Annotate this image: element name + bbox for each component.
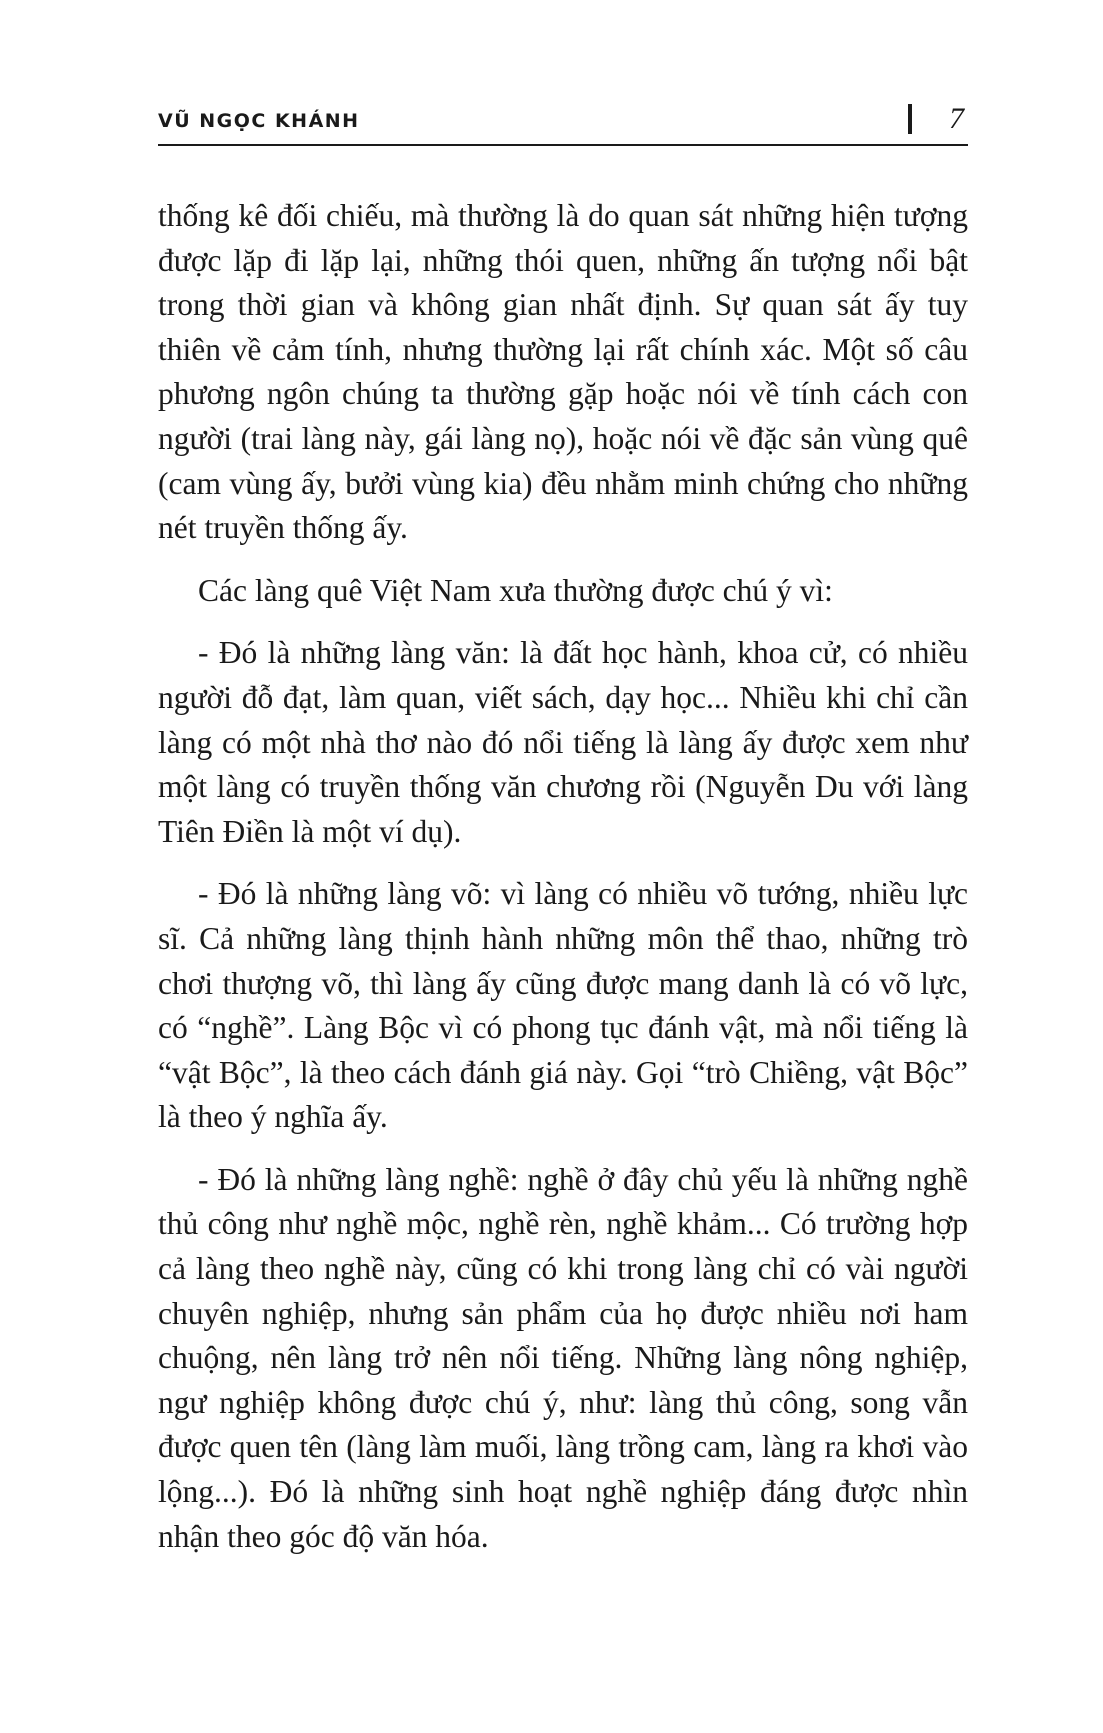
header-divider-bar xyxy=(908,104,912,134)
paragraph-craft-villages: - Đó là những làng nghề: nghề ở đây chủ yếu là những nghề thủ công như nghề mộc, nghề rèn, nghề khảm... Có trường hợp cả làng theo nghề này, cũng có khi trong làng chỉ có vài người chuyên nghiệp, nhưng sản phẩm của họ được nhiều nơi ham chuộng, nên làng trở nên nổi tiếng. Những làng nông nghiệp, ngư nghiệp không được chú ý, như: làng thủ công, song vẫn được quen tên (làng làm muối, làng trồng cam, làng ra khơi vào lộng...). Đó là những sinh hoạt nghề nghiệp đáng được nhìn nhận theo góc độ văn hóa. xyxy=(158,1161,968,1554)
paragraph-intro: Các làng quê Việt Nam xưa thường được chú ý vì: xyxy=(198,572,833,608)
paragraph-literary-villages: - Đó là những làng văn: là đất học hành, khoa cử, có nhiều người đỗ đạt, làm quan, viết sách, dạy học... Nhiều khi chỉ cần làng có một nhà thơ nào đó nổi tiếng là làng ấy được xem như một làng có truyền thống văn chương rồi (Nguyễn Du với làng Tiên Điền là một ví dụ). xyxy=(158,635,968,849)
body-text xyxy=(158,194,968,1577)
running-header xyxy=(158,100,968,146)
paragraph-continued: thống kê đối chiếu, mà thường là do quan sát những hiện tượng được lặp đi lặp lại, những thói quen, những ấn tượng nổi bật trong thời gian và không gian nhất định. Sự quan sát ấy tuy thiên về cảm tính, nhưng thường lại rất chính xác. Một số câu phương ngôn chúng ta thường gặp hoặc nói về tính cách con người (trai làng này, gái làng nọ), hoặc nói về đặc sản vùng quê (cam vùng ấy, bưởi vùng kia) đều nhằm minh chứng cho những nét truyền thống ấy. xyxy=(158,198,968,546)
paragraph-martial-villages: - Đó là những làng võ: vì làng có nhiều võ tướng, nhiều lực sĩ. Cả những làng thịnh hành những môn thể thao, những trò chơi thượng võ, thì làng ấy cũng được mang danh là có võ lực, có “nghề”. Làng Bộc vì có phong tục đánh vật, mà nổi tiếng là “vật Bộc”, là theo cách đánh giá này. Gọi “trò Chiềng, vật Bộc” là theo ý nghĩa ấy. xyxy=(158,876,968,1135)
page-number: 7 xyxy=(949,102,964,135)
author-name: VŨ NGỌC KHÁNH xyxy=(158,110,360,132)
